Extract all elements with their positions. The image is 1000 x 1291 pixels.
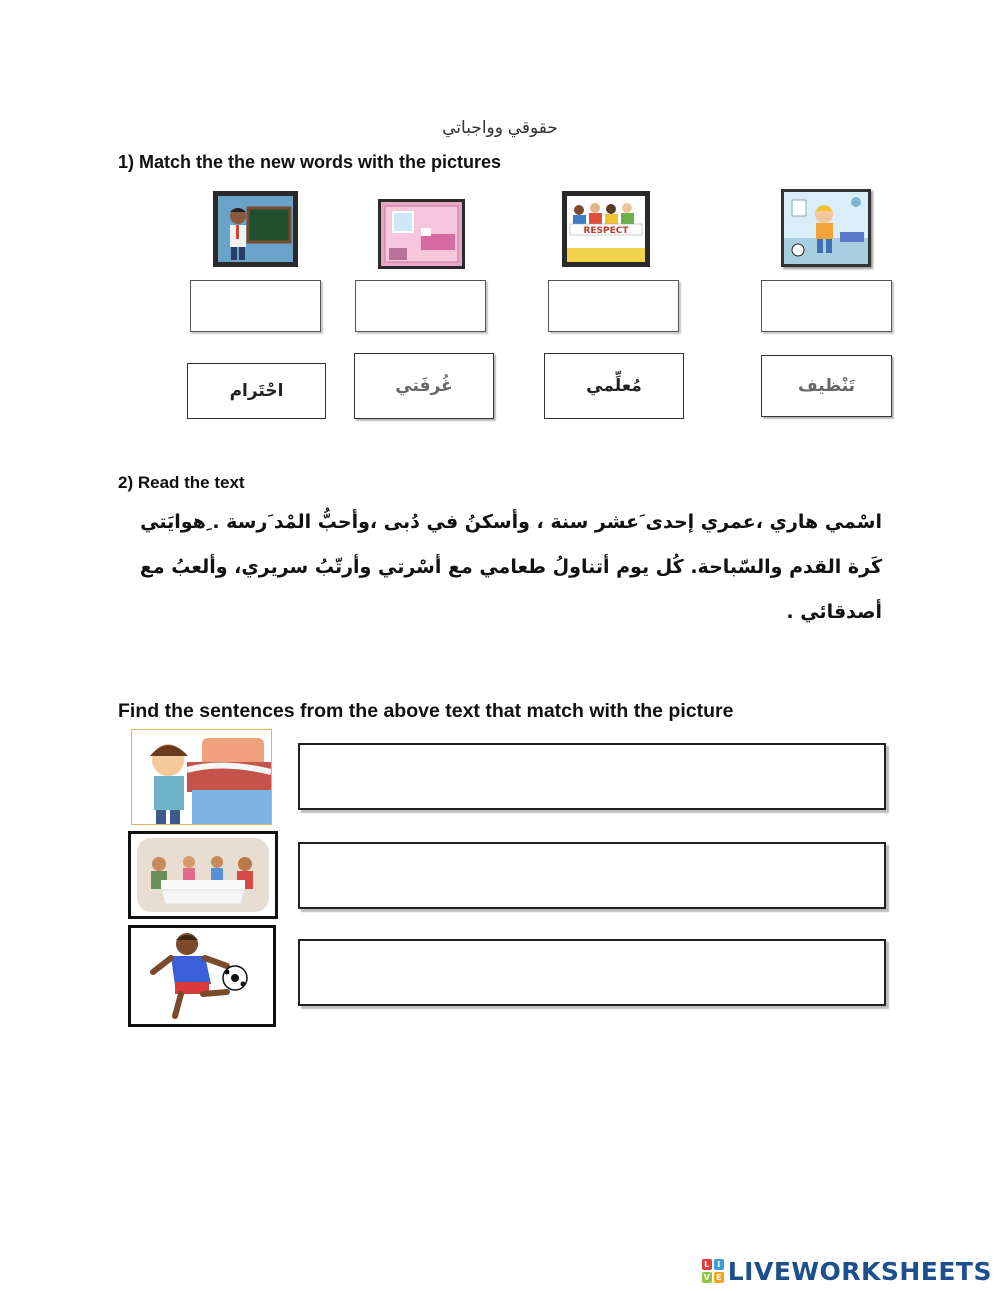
word-my-room: غُرفَتي bbox=[354, 353, 494, 419]
family-dinner-picture bbox=[128, 831, 278, 919]
answer-line-2[interactable] bbox=[298, 842, 886, 909]
boy-making-bed-icon bbox=[132, 730, 271, 824]
bedroom-icon bbox=[381, 202, 462, 266]
logo-text: LIVEWORKSHEETS bbox=[727, 1256, 992, 1286]
word-respect: احْتَرام bbox=[187, 363, 326, 419]
boy-making-bed-picture bbox=[131, 729, 272, 825]
section3-heading: Find the sentences from the above text that match with the picture bbox=[118, 700, 734, 722]
section2-heading: 2) Read the text bbox=[118, 473, 245, 492]
family-dinner-icon bbox=[131, 834, 275, 916]
boy-football-icon bbox=[131, 928, 273, 1024]
answer-box-1[interactable] bbox=[190, 280, 321, 332]
word-my-teacher: مُعلِّمي bbox=[544, 353, 684, 419]
answer-box-2[interactable] bbox=[355, 280, 486, 332]
teacher-picture bbox=[213, 191, 298, 267]
section1-heading: 1) Match the the new words with the pictures bbox=[118, 152, 502, 172]
answer-box-4[interactable] bbox=[761, 280, 892, 332]
page-title: حقوقي وواجباتي bbox=[442, 118, 558, 137]
answer-box-3[interactable] bbox=[548, 280, 679, 332]
boy-cleaning-icon bbox=[784, 192, 868, 264]
logo-squares-icon: L I V E bbox=[702, 1259, 724, 1283]
boy-football-picture bbox=[128, 925, 276, 1027]
liveworksheets-logo bbox=[702, 1255, 992, 1287]
respect-caption: RESPECT bbox=[583, 226, 629, 236]
boy-cleaning-picture bbox=[781, 189, 871, 267]
answer-line-3[interactable] bbox=[298, 939, 886, 1006]
reading-paragraph: اسْمي هاري ،عمري إحدى َعشر سنة ، وأسكنُ في دُبى ،وأحبُّ المْد َرسة . ِهوايَتي كَرة القدم والسّباحة. كُل يوم أتناولُ طعامي مع أسْرتي وأرتّبُ سريري، وألعبُ مع أصدقائي . bbox=[139, 511, 882, 623]
respect-picture bbox=[562, 191, 650, 267]
answer-line-1[interactable] bbox=[298, 743, 886, 810]
word-cleaning: تَنْظيف bbox=[761, 355, 892, 417]
respect-icon bbox=[567, 196, 645, 262]
bedroom-picture bbox=[378, 199, 465, 269]
teacher-icon bbox=[218, 196, 293, 262]
